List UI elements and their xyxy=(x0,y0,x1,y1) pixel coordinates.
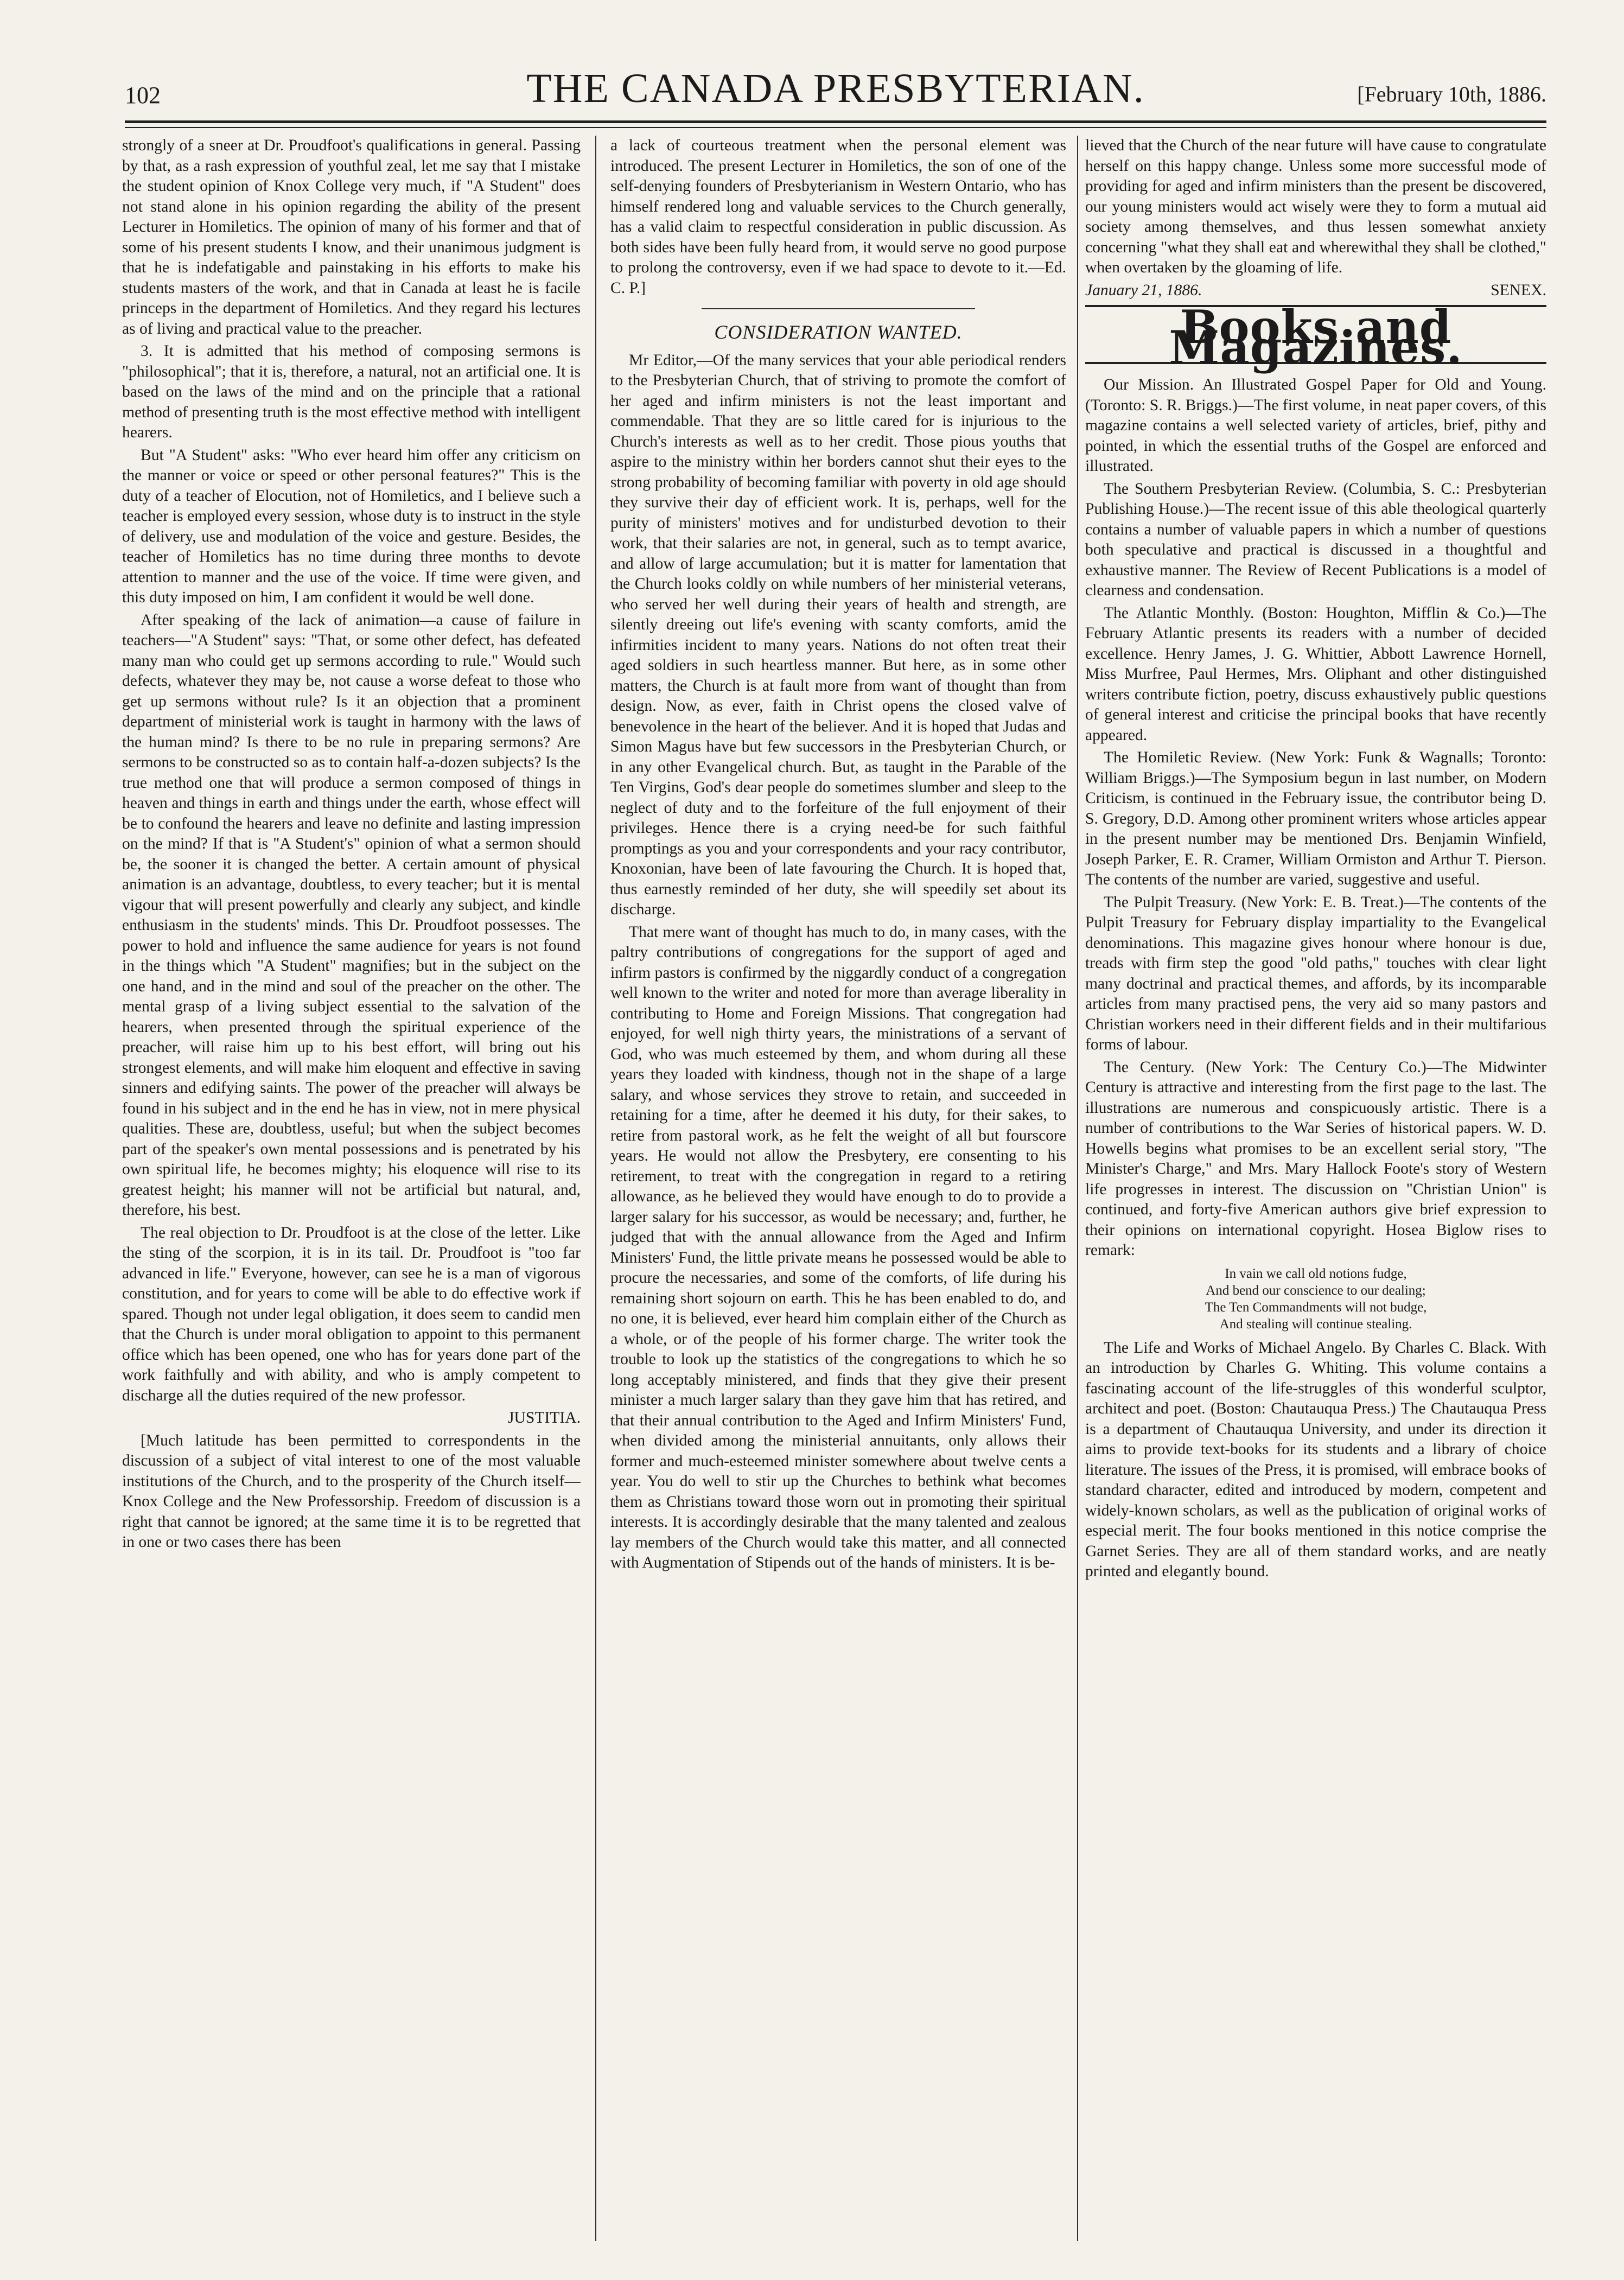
poem-line: And bend our conscience to our dealing; xyxy=(1206,1283,1426,1298)
letter-date: January 21, 1886. xyxy=(1085,281,1202,299)
books-section-heading: Books and Magazines. xyxy=(1169,300,1463,374)
review-item: The Atlantic Monthly. (Boston: Houghton, Mifflin & Co.)—The February Atlantic presents its readers with a number of decided excellence. Henry James, J. G. Whittier, Abbott Lawrence Hornell, Miss Murfree, Paul Hermes, Mrs. Oliphant and other distinguished writers contribute fiction, poetry, discuss exhaustively public questions of general interest and criticise the principal books that have recently appeared. xyxy=(1085,604,1546,744)
paragraph: strongly of a sneer at Dr. Proudfoot's qualifications in general. Passing by that, as a rash expression of youthful zeal, let me say that I mistake the student opinion of Knox College very much, if "A Student" does not stand alone in his opinion regarding the ability of the present Lecturer in Homiletics. The opinion of many of his former and that of some of his present students I know, and their unanimous judgment is that he is indefatigable and painstaking in his efforts to make his students masters of the work, and that in Canada at least he is facile princeps in the department of Homiletics. And they regard his lectures as of living and practical value to the preacher. xyxy=(122,137,581,337)
column-3 xyxy=(1085,136,1546,2241)
letter-signature: SENEX. xyxy=(1491,281,1546,299)
issue-date: [February 10th, 1886. xyxy=(1357,82,1546,106)
paragraph: 3. It is admitted that his method of composing sermons is "philosophical"; that it is, therefore, a natural, not an artificial one. It is based on the laws of the mind and on the principle that a rational method of presenting truth is the most effective method with intelligent hearers. xyxy=(122,342,581,441)
review-item: Our Mission. An Illustrated Gospel Paper for Old and Young. (Toronto: S. R. Briggs.)—The first volume, in neat paper covers, of this magazine contains a well selected variety of articles, brief, pithy and pointed, in which the essential truths of the Gospel are enforced and illustrated. xyxy=(1085,376,1546,475)
section-heading: CONSIDERATION WANTED. xyxy=(714,321,963,343)
column-2 xyxy=(610,136,1066,2241)
review-item: The Pulpit Treasury. (New York: E. B. Treat.)—The contents of the Pulpit Treasury for February display impartiality to the Evangelical denominations. This magazine gives honour where honour is due, treads with firm step the good "old paths," touches with clear light many doctrinal and practical themes, and affords, by its incomparable articles from many practised pens, the very aid so many pastors and Christian workers need in their different fields and in their multifarious forms of labour. xyxy=(1085,893,1546,1053)
header-rule xyxy=(125,120,1546,123)
poem-line: And stealing will continue stealing. xyxy=(1219,1316,1412,1332)
letter-signature: JUSTITIA. xyxy=(508,1409,581,1426)
review-item: The Life and Works of Michael Angelo. By Charles C. Black. With an introduction by Charles G. Whiting. This volume contains a fascinating account of the life-struggles of this wonderful sculptor, architect and poet. (Boston: Chautauqua Press.) The Chautauqua Press is a department of Chautauqua University, and under its direction it aims to provide text-books for its students and a library of choice literature. The issues of the Press, it is promised, will embrace books of standard character, edited and introduced by modern, competent and widely-known scholars, as well as the publication of original works of especial merit. The four books mentioned in this notice comprise the Garnet Series. They are all of them standard works, and are neatly printed and elegantly bound. xyxy=(1085,1339,1546,1580)
paragraph: a lack of courteous treatment when the personal element was introduced. The present Lecturer in Homiletics, the son of one of the self-denying founders of Presbyterianism in Western Ontario, who has himself rendered long and valuable services to the Church generally, has a valid claim to respectful consideration in public discussion. As both sides have been fully heard from, it would serve no good purpose to prolong the controversy, even if we had space to devote to it.—Ed. C. P.] xyxy=(610,137,1066,297)
poem-line: In vain we call old notions fudge, xyxy=(1225,1266,1407,1281)
paragraph: lieved that the Church of the near future will have cause to congratulate herself on this happy change. Unless some more successful mode of providing for aged and infirm ministers than the present be discovered, our young ministers would act wisely were they to form a mutual aid society among themselves, and thus lessen somewhat anxiety concerning "what they shall eat and wherewithal they shall be clothed," when overtaken by the gloaming of life. xyxy=(1085,137,1546,276)
paragraph: But "A Student" asks: "Who ever heard him offer any criticism on the manner or voice or speed or other personal features?" This is the duty of a teacher of Elocution, not of Homiletics, and I believe such a teacher is employed every session, whose duty is to instruct in the style of delivery, use and modulation of the voice and gesture. Besides, the teacher of Homiletics has no time during three months to devote attention to manner and the use of the voice. If time were given, and this duty imposed on him, I am confident it would be well done. xyxy=(122,446,581,606)
review-item: The Century. (New York: The Century Co.)—The Midwinter Century is attractive and interesting from the first page to the last. The illustrations are numerous and conspicuously artistic. There is a number of contributions to the War Series of historical papers. W. D. Howells begins what promises to be an excellent serial story, "The Minister's Charge," and Mrs. Mary Hallock Foote's story of Western life progresses in interest. The discussion on "Christian Union" is continued, and forty-five American authors give brief expression to their opinions on international copyright. Hosea Biglow rises to remark: xyxy=(1085,1058,1546,1259)
letter-signature-line xyxy=(1085,281,1546,301)
column-divider xyxy=(1077,136,1078,2241)
paragraph: The real objection to Dr. Proudfoot is at the close of the letter. Like the sting of the scorpion, it is in its tail. Dr. Proudfoot is "too far advanced in life." Everyone, however, can see he is a man of vigorous constitution, and for years to come will be able to do effective work if spared. Though not under legal obligation, it does seem to candid men that the Church is under moral obligation to appoint to this permanent office which has been opened, one who has for years done part of the work faithfully and with ability, and who is amply competent to discharge all the duties required of the new professor. xyxy=(122,1224,581,1404)
page-header xyxy=(125,65,1546,125)
poem-quote xyxy=(1085,1265,1546,1333)
poem-line: The Ten Commandments will not budge, xyxy=(1205,1300,1427,1315)
paragraph: After speaking of the lack of animation—a cause of failure in teachers—"A Student" says: "That, or some other defect, has defeated many man who could get up sermons according to rule." Would such defects, whatever they may be, not cause a worse defeat to those who get up sermons without rule? Is it an objection that a prominent department of ministerial work is taught in harmony with the laws of the human mind? Is there to be no rule in preparing sermons? Are sermons to be constructed so as to contain half-a-dozen subjects? Is the true method one that will produce a sermon composed of things in heaven and things in earth and things under the earth, whose effect will be to confound the hearers and leave no definite and lasting impression on the mind? If that is "A Student's" opinion of what a sermon should be, the sooner it is changed the better. A certain amount of physical animation is an advantage, doubtless, to every teacher; but it is mental vigour that will present powerfully and clearly any subject, and kindle enthusiasm in the students' minds. This Dr. Proudfoot possesses. The power to hold and influence the same audience for years is not found in the things which "A Student" magnifies; but in the subject on the one hand, and in the mind and soul of the preacher on the other. The mental grasp of a living subject essential to the salvation of the hearers, when presented through the spiritual experience of the preacher, will raise him up to his best effort, will bring out his strongest elements, and will make him eloquent and effective in saving sinners and edifying saints. The power of the preacher will always be found in his subject and in the end he has in view, not in mere physical qualities. These are, doubtless, useful; but when the subject becomes part of the speaker's own mental possessions and is penetrated by his own spiritual life, he becomes mighty; his eloquence will rise to its greatest height; his manner will not be artificial but natural, and, therefore, his best. xyxy=(122,611,581,1219)
section-divider xyxy=(702,308,975,309)
review-item: The Southern Presbyterian Review. (Columbia, S. C.: Presbyterian Publishing House.)—The recent issue of this able theological quarterly contains a number of valuable papers in which a number of questions both speculative and practical is discussed in a thoughtful and exhaustive manner. The Review of Recent Publications is a model of clearness and condensation. xyxy=(1085,480,1546,599)
column-divider xyxy=(595,136,596,2241)
paragraph: That mere want of thought has much to do, in many cases, with the paltry contributions of congregations for the support of aged and infirm pastors is confirmed by the niggardly conduct of a congregation well known to the writer and noted for more than average liberality in contributing to Home and Foreign Missions. That congregation had enjoyed, for well nigh thirty years, the ministrations of a servant of God, who was much esteemed by them, and whom during all these years they loaded with kindness, though not in the shape of a large salary, and whose services they strove to retain, and succeeded in retaining for a time, after he deemed it his duty, for their sakes, to retire from pastoral work, as he felt the weight of all but fourscore years. He would not allow the Presbytery, ere consenting to his retirement, to treat with the congregation in regard to a retiring allowance, as he believed they would have enough to do to provide a larger salary for his successor, as would be necessary; and, further, he judged that with the annual allowance from the Aged and Infirm Ministers' Fund, the little private means he possessed would be able to procure the necessaries, and some of the comforts, of life during his remaining short sojourn on earth. This he has been enabled to do, and no one, it is believed, ever heard him complain either of the Church as a whole, or of the people of his former charge. The writer took the trouble to look up the statistics of the congregations to which he so long acceptably ministered, and finds that they give their present minister a much larger salary than they gave him that has retired, and that their annual contribution to the Aged and Infirm Ministers' Fund, when divided among the ministerial annuitants, only allows their former and much-esteemed minister somewhere about twelve cents a year. You do well to stir up the Churches to bethink what becomes them as Christians toward those worn out in promoting their spiritual interests. It is accordingly desirable that the many talented and zealous lay members of the Church would take this matter, and all connected with Augmentation of Stipends out of the hands of ministers. It is be- xyxy=(610,923,1066,1571)
books-section-box xyxy=(1085,300,1546,374)
header-rule-thin xyxy=(125,127,1546,128)
review-item: The Homiletic Review. (New York: Funk & Wagnalls; Toronto: William Briggs.)—The Symposium begun in last number, on Modern Criticism, is continued in the February issue, the contributor being D. S. Gregory, D.D. Among other prominent writers whose articles appear in the present number may be mentioned Drs. Benjamin Winfield, Joseph Parker, E. R. Cramer, William Ormiston and Arthur T. Pierson. The contents of the number are varied, suggestive and useful. xyxy=(1085,749,1546,888)
newspaper-title: THE CANADA PRESBYTERIAN. xyxy=(526,66,1145,111)
editor-note: [Much latitude has been permitted to correspondents in the discussion of a subject of vital interest to one of the most valuable institutions of the Church, and to the prosperity of the Church itself—Knox College and the New Professorship. Freedom of discussion is a right that cannot be ignored; at the same time it is to be regretted that in one or two cases there has been xyxy=(122,1431,581,1551)
paragraph: Mr Editor,—Of the many services that your able periodical renders to the Presbyterian Church, that of striving to promote the comfort of her aged and infirm ministers is not the least important and commendable. That they are so little cared for is injurious to the Church's interests as well as to her credit. Those pious youths that aspire to the ministry within her borders cannot shut their eyes to the strong probability of becoming familiar with poverty in old age should they survive their day of efficient work. It is, perhaps, well for the purity of ministers' motives and for undisturbed devotion to their work, that their salaries are not, in general, such as to tempt avarice, and allow of large accumulation; but it is matter for lamentation that the Church looks coldly on while numbers of her ministerial veterans, who served her well during their years of health and strength, are silently dreeing out life's evening with scanty comforts, amid the infirmities incident to many years. Nations do not often treat their aged soldiers in such heartless manner. But here, as in some other matters, the Church is at fault more from want of thought than from design. Now, as ever, faith in Christ opens the closed valve of benevolence in the heart of the believer. And it is hoped that Judas and Simon Magus have but few successors in the Presbyterian Church, or in any other Evangelical church. But, as taught in the Parable of the Ten Virgins, God's dear people do sometimes slumber and sleep to the neglect of duty and to the forfeiture of the full enjoyment of their privileges. Hence there is a crying need-be for such faithful promptings as you and your correspondents and your racy contributor, Knoxonian, have been of late favouring the Church. It is hoped that, thus earnestly reminded of her duty, she will speedily set about its discharge. xyxy=(610,351,1066,918)
column-1 xyxy=(122,136,581,2241)
page-number: 102 xyxy=(125,82,161,109)
